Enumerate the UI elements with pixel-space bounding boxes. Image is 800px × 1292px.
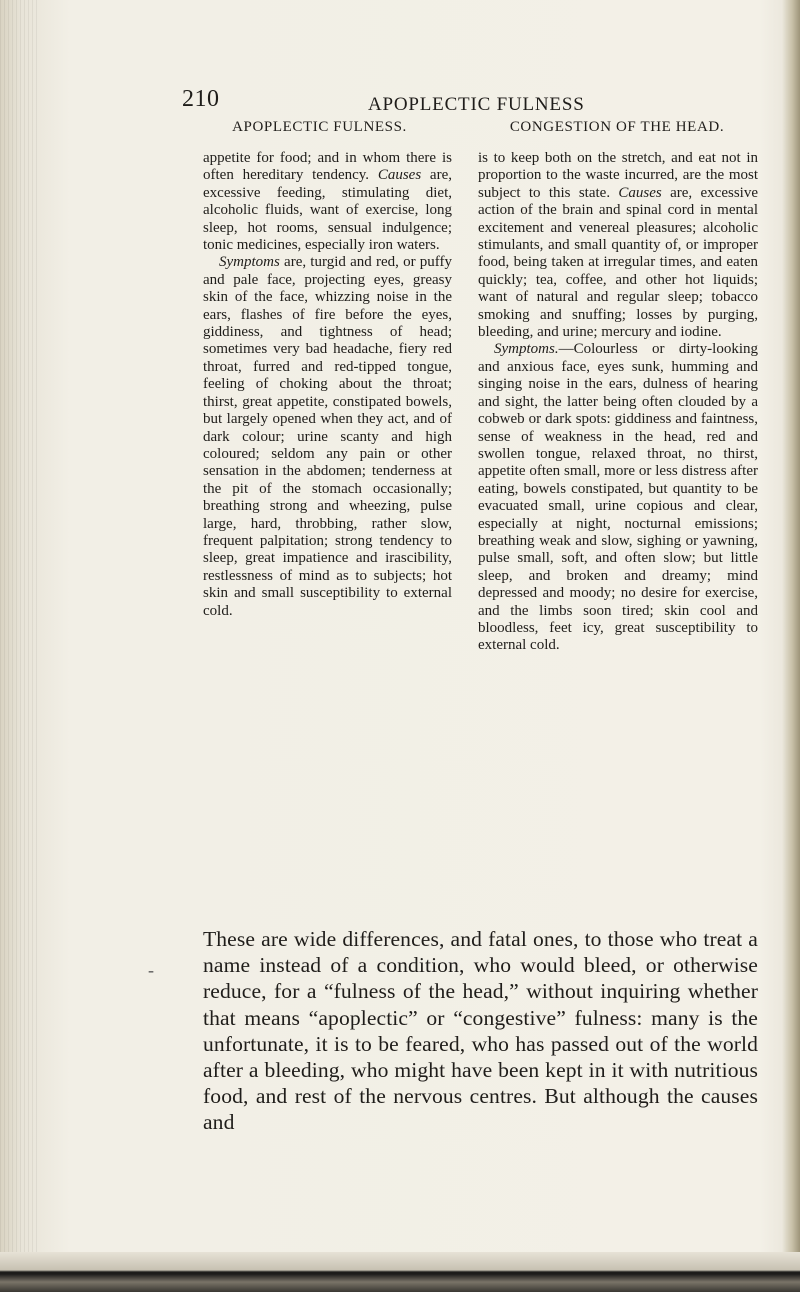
right-paragraph-causes <box>478 150 758 341</box>
left-paragraph-causes <box>203 150 452 254</box>
left-p1-text-b: are, excessive feeding, stimulating diet, alcoholic fluids, want of exercise, long sleep, hot rooms, sensual indulgence; tonic medicines, especially iron waters. <box>203 167 452 254</box>
right-paragraph-symptoms <box>478 341 758 654</box>
page-right-edge <box>782 0 800 1292</box>
left-symptoms-label: Symptoms <box>219 254 280 271</box>
bottom-paragraph <box>203 926 758 1136</box>
bottom-paragraph-text: These are wide differences, and fatal ones, to those who treat a name instead of a condition, who would bleed, or otherwise reduce, for a “fulness of the head,” without inquiring whether that means “apoplectic” or “congestive” fulness: many is the unfortunate, it is to be feared, who has passed out of the world after a bleeding, who might have been kept in it with nutritious food, and rest of the nervous centres. But although the causes and <box>203 927 758 1135</box>
right-symptoms-label: Symptoms. <box>494 341 559 358</box>
left-p2-text: are, turgid and red, or puffy and pale face, projecting eyes, greasy skin of the face, whizzing noise in the ears, flashes of fire before the eyes, giddiness, and tightness of head; sometimes very bad headache, fiery red throat, furred and red-tipped tongue, feeling of choking about the throat; thirst, great appetite, constipated bowels, but largely opened when they act, and of dark colour; urine scanty and high coloured; seldom any pain or other sensation in the abdomen; tenderness at the pit of the stomach occasionally; breathing strong and wheezing, pulse large, hard, throbbing, rather slow, frequent palpitation; strong tendency to sleep, great impatience and irascibility, restlessness of mind as to subjects; hot skin and small susceptibility to external cold. <box>203 254 452 619</box>
right-p1-text-b: are, excessive action of the brain and spinal cord in mental excitement and venereal pleasures; alcoholic stimulants, and small quantity of, or improper food, being taken at irregular times, and eaten quickly; tea, coffee, and other hot liquids; want of natural and regular sleep; tobacco smoking and snuffing; losses by purging, bleeding, and urine; mercury and iodine. <box>478 184 758 341</box>
margin-mark: - <box>148 960 154 980</box>
left-paragraph-symptoms <box>203 254 452 620</box>
left-p1-text-a: appetite for food; and in whom there is often hereditary tendency. <box>203 150 452 184</box>
right-causes-label: Causes <box>618 184 662 201</box>
right-p2-text: —Colourless or dirty-looking and anxious face, eyes sunk, humming and singing noise in the ears, dulness of hearing and sight, the latter being often clouded by a cobweb or dark spots: giddiness and faintness, sense of weakness in the head, red and swollen tongue, relaxed throat, no thirst, appetite often small, more or less distress after eating, bowels constipated, but quantity to be evacuated small, urine copious and clear, especially at night, nocturnal emissions; breathing weak and slow, sighing or yawning, pulse small, soft, and often slow; but little sleep, and broken and dreamy; mind depressed and moody; no desire for exercise, and the limbs soon tired; skin cool and bloodless, feet icy, great susceptibility to external cold. <box>478 341 758 654</box>
left-causes-label: Causes <box>377 167 422 184</box>
right-column-heading: CONGESTION OF THE HEAD. <box>509 119 725 135</box>
right-p1-text-a: is to keep both on the stretch, and eat not in proportion to the waste incurred, are the most subject to this state. <box>478 150 758 201</box>
left-column-heading: APOPLECTIC FULNESS. <box>232 119 407 135</box>
right-column <box>478 150 758 655</box>
running-head: APOPLECTIC FULNESS <box>368 94 585 115</box>
page-number: 210 <box>182 86 220 112</box>
page-binding-shadow <box>0 0 40 1292</box>
page-bottom-edge <box>0 1252 800 1292</box>
left-column <box>203 150 452 620</box>
